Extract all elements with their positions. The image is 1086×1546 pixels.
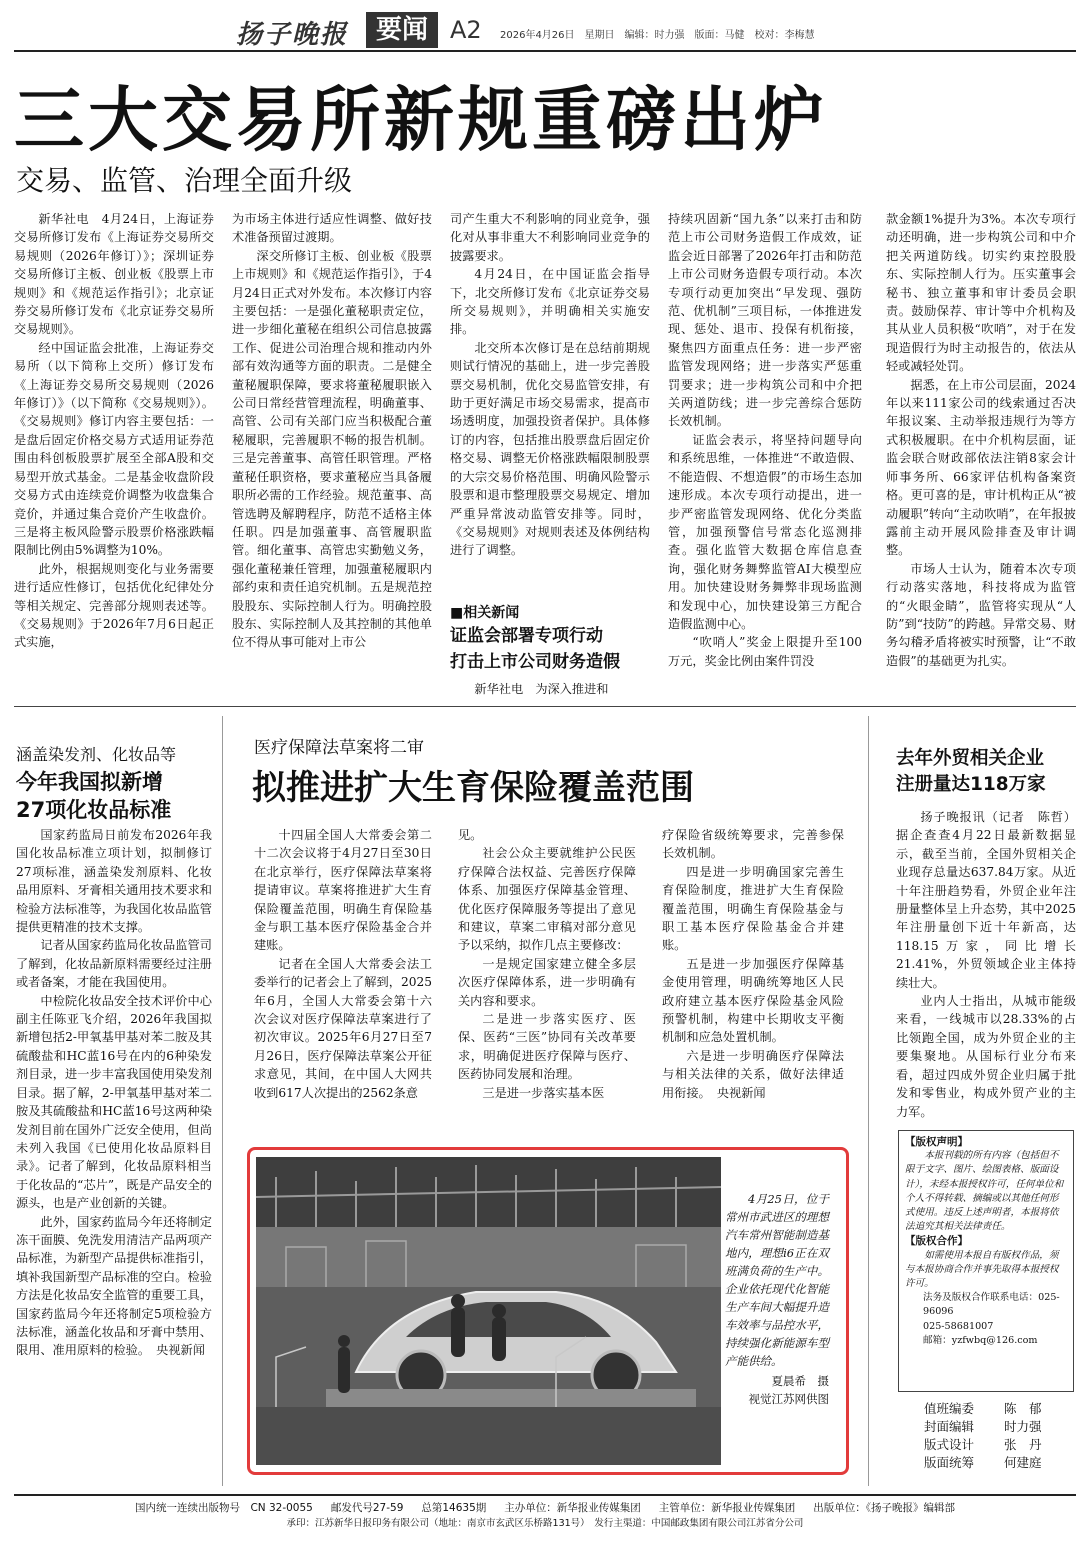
cosmetics-body [16,826,212,1476]
trade-body [896,808,1076,1124]
copyright-notice [898,1130,1074,1392]
related-news-title-line-1: 证监会部署专项行动 [450,626,603,646]
article-paragraph: 市场人士认为，随着本次专项行动落实落地，科技将成为监管的“火眼金睛”，监管将实现从“人防”到“技防”的跨越。异常交易、财务勾稽矛盾将被实时预警，让“不敢造假”的基础更为扎实。 [886,561,1076,668]
related-news-title-line-2: 打击上市公司财务造假 [450,652,620,672]
article-paragraph: 经中国证监会批准，上海证券交易所（以下简称上交所）修订发布《上海证券交易所交易规则（2026年修订）》（以下简称《交易规则》）。《交易规则》修订内容主要包括：一是盘后固定价格交易方式适用证券范围由科创板股票扩展至全部A股和交易型开放式基金。二是基金收盘阶段交易方式由连续竞价调整为收盘集合竞价，并通过集合竞价产生收盘价。三是将主板风险警示股票价格涨跌幅限制比例由5%调整为10%。 [14,340,214,558]
staff-row: 值班编委 陈 郁 [924,1401,1042,1416]
medical-column-1 [254,826,432,1126]
medical-column-3 [662,826,844,1126]
article-paragraph: 4月24日，在中国证监会指导下，北交所修订发布《北京证券交易所交易规则》，并明确相关实施安排。 [450,267,650,337]
copyright-heading: 【版权声明】 [905,1136,968,1148]
section-tag: 要闻 [366,12,438,48]
article-paragraph: 据悉，在上市公司层面，2024年以来111家公司的线索通过否决年报议案、主动举报违规行为等方式积极履职。在中介机构层面，证监会联合财政部依法注销8家会计师事务所、66家评估机构备案资格。更可喜的是，审计机构正从“被动履职”转向“主动吹哨”，在年报披露前主动开展风险排查及审计调整。 [886,377,1076,558]
article-paragraph: 深交所修订主板、创业板《股票上市规则》和《规范运作指引》，于4月24日正式对外发布。本次修订内容主要包括：一是强化董秘职责定位，进一步细化董秘在组织公司信息披露工作、促进公司治理合规和推动内外部有效沟通等方面的职责。二是健全董秘履职保障，要求将董秘履职嵌入公司日常经营管理流程，明确董事、高管、公司有关部门应当积极配合董秘履职，完善履职不畅的报告机制。三是完善董事、高管任职管理。严格董秘任职资格，要求董秘应当具备履职所必需的工作经验。规范董事、高管选聘及解聘程序，防范不适格主体任职。四是加强董事、高管履职监管。细化董事、高管忠实勤勉义务，强化董秘兼任管理，加强董秘履职内部约束和责任追究机制。五是规范控股股东、实际控制人行为。明确控股股东、实际控制人及其控制的其他单位不得从事可能对上市公 [232,248,432,650]
newspaper-logo: 扬子晚报 [236,20,349,50]
article-paragraph: 记者在全国人大常委会法工委举行的记者会上了解到，2025年6月，全国人大常委会第十六次会议对医疗保障法草案进行了初次审议。2025年6月27日至7月26日，医疗保障法草案公开征求意见，其间，在中国人大网共收到617人次提出的2562条意 [254,956,432,1100]
cooperation-heading: 【版权合作】 [905,1235,968,1248]
article-paragraph: 款金额1%提升为3%。本次专项行动还明确，进一步构筑公司和中介把关两道防线。切实约束控股股东、实际控制人行为。压实董事会秘书、独立董事和审计委员会职责。鼓励保荐、审计等中介机构及其从业人员积极“吹哨”，对于在发现造假行为时主动报告的，依法从轻或减轻处罚。 [886,212,1076,374]
column-divider [868,716,869,1486]
related-news-lead: 新华社电 为深入推进和 [474,682,609,696]
article-paragraph: 新华社电 4月24日，上海证券交易所修订发布《上海证券交易所交易规则（2026年修订）》；深圳证券交易所修订主板、创业板《股票上市规则》和《规范运作指引》；北京证券交易所修订发布《北京证券交易所交易规则》。 [14,212,214,337]
medical-column-2 [458,826,636,1126]
photo-credit: 夏晨希 摄 [771,1374,829,1388]
article-paragraph: 扬子晚报讯（记者 陈哲）据企查查4月22日最新数据显示，截至当前，全国外贸相关企业现存总量达637.84万家。从近十年注册趋势看，外贸企业年注册量整体呈上升态势，其中2025年注册量创下近十年新高，达118.15万家，同比增长21.41%，外贸领域企业主体持续壮大。 [896,810,1076,990]
column-divider [222,716,223,1486]
article-paragraph: 十四届全国人大常委会第二十二次会议将于4月27日至30日在北京举行，医疗保障法草案将提请审议。草案将推进扩大生育保险覆盖范围，明确生育保险基金与职工基本医疗保险基金合并建账。 [254,828,432,953]
contact-phone: 法务及版权合作联系电话：025-96096 [923,1292,1060,1318]
cosmetics-kicker: 涵盖染发剂、化妆品等 [16,745,177,764]
page-footer [14,1494,1076,1532]
footer-publication-info: 国内统一连续出版物号 CN 32-0055 邮发代号27-59 总第14635期 主办单位：新华报业传媒集团 主管单位：新华报业传媒集团 出版单位：《扬子晚报》编辑部 [134,1502,956,1514]
article-paragraph: 司产生重大不利影响的同业竞争，强化对从事非重大不利影响同业竞争的披露要求。 [450,212,650,263]
article-paragraph: 记者从国家药监局化妆品监管司了解到，化妆品新原料需要经过注册或者备案，才能在我国使用。 [16,938,212,990]
article-paragraph: 六是进一步明确医疗保障法与相关法律的关系，做好法律适用衔接。 央视新闻 [662,1048,844,1100]
issue-meta: 2026年4月26日 星期日 编辑：时力强 版面：马健 校对：李梅慧 [500,30,815,41]
article-paragraph: 持续巩固新“国九条”以来打击和防范上市公司财务造假工作成效，证监会近日部署了2026年打击和防范上市公司财务造假专项行动。本次专项行动更加突出“早发现、强防范、优机制”三项目标，一体推进发现、惩处、退市、投保有机衔接，聚焦四方面重点任务：进一步严密监管发现网络；进一步落实严惩重罚要求；进一步构筑公司和中介把关两道防线；进一步完善综合惩防长效机制。 [668,212,862,429]
article-paragraph: 见。 [458,828,483,842]
copyright-text: 本报刊载的所有内容（包括但不限于文字、图片、绘图表格、版面设计），未经本报授权许可，任何单位和个人不得转载、摘编或以其他任何形式使用。违反上述声明者，本报将依法追究其相关法律责任。 [905,1150,1064,1233]
related-news-tag: ■相关新闻 [450,605,520,621]
article-paragraph: 二是进一步落实医疗、医保、医药“三医”协同有关改革要求，明确促进医疗保障与医疗、医药协同发展和治理。 [458,1012,636,1082]
staff-row: 版式设计 张 丹 [924,1437,1042,1452]
article-paragraph: 此外，国家药监局今年还将制定冻干面膜、免洗发用清洁产品两项产品标准，为新型产品提供标准指引，填补我国新型产品标准的空白。检验方法是化妆品安全监管的重要工具，国家药监局今年还将制定5项检验方法标准，涵盖化妆品和牙膏中禁用、限用、准用原料的检验。 央视新闻 [16,1214,212,1358]
cooperation-text: 如需使用本报自有版权作品，须与本报协商合作并事先取得本报授权许可。 [905,1249,1059,1290]
footer-printer-info: 承印：江苏新华日报印务有限公司（地址：南京市玄武区乐桥路131号） 发行主渠道：中国邮政集团有限公司江苏省分公司 [286,1518,804,1529]
staff-list [924,1400,1074,1472]
photo-source: 视觉江苏网供图 [748,1392,829,1406]
page-number: A2 [450,16,482,44]
staff-row: 版面统筹 何建庭 [924,1455,1042,1470]
article-paragraph: 社会公众主要就维护公民医疗保障合法权益、完善医疗保障体系、加强医疗保障基金管理、优化医疗保障服务等提出了意见和建议，草案二审稿对部分意见予以采纳，拟作几点主要修改： [458,846,636,953]
staff-row: 封面编辑 时力强 [924,1419,1042,1434]
article-paragraph: 疗保险省级统筹要求，完善参保长效机制。 [662,828,844,861]
contact-phone-2: 025-58681007 [923,1320,994,1332]
lead-column-4 [668,210,862,694]
cosmetics-title-line-1: 今年我国拟新增 [16,770,163,794]
article-paragraph: 一是规定国家建立健全多层次医疗保障体系，进一步明确有关内容和要求。 [458,956,636,1008]
related-news [450,602,650,698]
article-paragraph: “吹哨人”奖金上限提升至100万元，奖金比例由案件罚没 [668,635,862,668]
article-paragraph: 国家药监局日前发布2026年我国化妆品标准立项计划，拟制修订27项标准，涵盖染发剂原料、化妆品用原料、牙膏相关通用技术要求和检验方法标准等，为我国化妆品监管提供更精准的技术支撑。 [16,828,212,935]
article-paragraph: 四是进一步明确国家完善生育保险制度，推进扩大生育保险覆盖范围，明确生育保险基金与职工基本医疗保险基金合并建账。 [662,864,844,953]
article-paragraph: 证监会表示，将坚持问题导向和系统思维，一体推进“不敢造假、不能造假、不想造假”的市场生态加速形成。本次专项行动提出，进一步严密监管发现网络、优化分类监管，加强预警信号常态化巡测排查。强化监管大数据仓库信息查询，强化财务舞弊监管AI大模型应用。加快建设财务舞弊非现场监测和发现中心，加快建设第三方配合造假监测中心。 [668,432,862,631]
photo-caption-text: 4月25日，位于常州市武进区的理想汽车常州智能制造基地内，理想i6正在双班满负荷的生产中。企业依托现代化智能生产车间大幅提升造车效率与品控水平，持续强化新能源车型产能供给。 [725,1192,829,1368]
article-paragraph: 北交所本次修订是在总结前期规则试行情况的基础上，进一步完善股票交易机制，优化交易监管安排，有助于更好满足市场交易需求，提高市场透明度，加强投资者保护。具体修订的内容，包括推出股票盘后固定价格交易、调整无价格涨跌幅限制股票的大宗交易价格范围、明确风险警示股票和退市整理股票交易规定、增加严重异常波动监管安排等。同时，《交易规则》对规则表述及体例结构进行了调整。 [450,340,650,558]
lead-headline: 三大交易所新规重磅出炉 [14,79,828,161]
photo-caption [725,1190,829,1408]
medical-title: 拟推进扩大生育保险覆盖范围 [252,768,694,808]
article-paragraph: 业内人士指出，从城市能级来看，一线城市以28.33%的占比领跑全国，成为外贸企业的主要集聚地。从国标行业分布来看，超过四成外贸企业归属于批发和零售业，构成外贸产业的主力军。 [896,994,1076,1119]
article-paragraph: 三是进一步落实基本医 [482,1085,605,1100]
contact-email: 邮箱：yzfwbq@126.com [923,1334,1038,1346]
cosmetics-title-line-2: 27项化妆品标准 [16,798,172,822]
article-paragraph: 五是进一步加强医疗保障基金使用管理，明确统筹地区人民政府建立基本医疗保险基金风险预警机制，构建中长期收支平衡机制和应急处置机制。 [662,956,844,1045]
article-paragraph: 为市场主体进行适应性调整、做好技术准备预留过渡期。 [232,212,432,245]
trade-title-line-2: 注册量达118万家 [896,774,1046,795]
medical-kicker: 医疗保障法草案将二审 [254,738,424,758]
factory-photo [256,1157,721,1465]
trade-title-line-1: 去年外贸相关企业 [896,748,1045,769]
article-paragraph: 此外，根据规则变化与业务需要进行适应性修订，包括优化纪律处分等相关规定、完善部分规则表述等。《交易规则》于2026年7月6日起正式实施， [14,561,214,650]
lead-column-3 [450,210,650,590]
lead-column-5 [886,210,1076,694]
masthead [14,8,1076,52]
section-divider [14,706,1076,707]
article-paragraph: 中检院化妆品安全技术评价中心副主任陈亚飞介绍，2026年我国拟新增包括2-甲氧基甲基对苯二胺及其硫酸盐和HC蓝16号在内的6种染发剂目录，进一步丰富我国使用染发剂目录。据了解，2-甲氧基甲基对苯二胺及其硫酸盐和HC蓝16号这两种染发剂目前在国外广泛安全使用，但尚未列入我国《已使用化妆品原料目录》。记者了解到，化妆品原料相当于化妆品的“芯片”，既是产品安全的源头，也是产业创新的关键。 [16,993,212,1211]
lead-subhead: 交易、监管、治理全面升级 [16,164,353,197]
lead-column-2 [232,210,432,694]
lead-column-1 [14,210,214,694]
